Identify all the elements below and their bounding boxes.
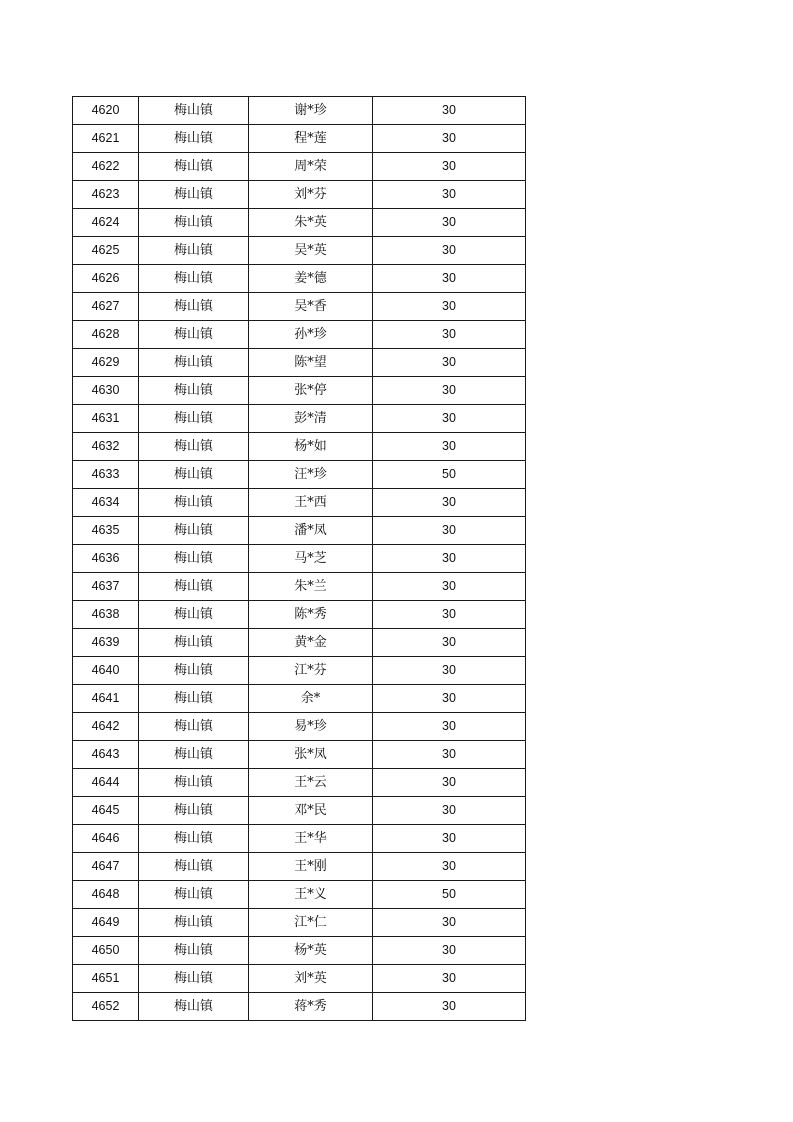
town-cell: 梅山镇	[139, 853, 249, 881]
amount-cell: 30	[373, 433, 526, 461]
row-id-cell: 4643	[73, 741, 139, 769]
name-cell: 朱*英	[249, 209, 373, 237]
table-row	[73, 125, 526, 153]
table-row	[73, 713, 526, 741]
town-cell: 梅山镇	[139, 293, 249, 321]
row-id-cell: 4626	[73, 265, 139, 293]
name-cell: 姜*德	[249, 265, 373, 293]
row-id-cell: 4627	[73, 293, 139, 321]
table-row	[73, 293, 526, 321]
amount-cell: 30	[373, 825, 526, 853]
name-cell: 江*芬	[249, 657, 373, 685]
town-cell: 梅山镇	[139, 209, 249, 237]
name-cell: 易*珍	[249, 713, 373, 741]
name-cell: 吴*英	[249, 237, 373, 265]
row-id-cell: 4632	[73, 433, 139, 461]
amount-cell: 30	[373, 153, 526, 181]
amount-cell: 30	[373, 405, 526, 433]
row-id-cell: 4620	[73, 97, 139, 125]
amount-cell: 50	[373, 881, 526, 909]
town-cell: 梅山镇	[139, 125, 249, 153]
name-cell: 王*华	[249, 825, 373, 853]
name-cell: 张*凤	[249, 741, 373, 769]
table-row	[73, 853, 526, 881]
table-row	[73, 601, 526, 629]
row-id-cell: 4622	[73, 153, 139, 181]
amount-cell: 30	[373, 377, 526, 405]
name-cell: 刘*芬	[249, 181, 373, 209]
name-cell: 王*西	[249, 489, 373, 517]
name-cell: 黄*金	[249, 629, 373, 657]
table-row	[73, 797, 526, 825]
row-id-cell: 4652	[73, 993, 139, 1021]
table-row	[73, 237, 526, 265]
town-cell: 梅山镇	[139, 265, 249, 293]
amount-cell: 30	[373, 321, 526, 349]
town-cell: 梅山镇	[139, 181, 249, 209]
amount-cell: 30	[373, 909, 526, 937]
row-id-cell: 4633	[73, 461, 139, 489]
name-cell: 江*仁	[249, 909, 373, 937]
name-cell: 孙*珍	[249, 321, 373, 349]
row-id-cell: 4635	[73, 517, 139, 545]
amount-cell: 30	[373, 685, 526, 713]
name-cell: 杨*英	[249, 937, 373, 965]
name-cell: 余*	[249, 685, 373, 713]
town-cell: 梅山镇	[139, 657, 249, 685]
table-row	[73, 153, 526, 181]
town-cell: 梅山镇	[139, 993, 249, 1021]
amount-cell: 30	[373, 265, 526, 293]
town-cell: 梅山镇	[139, 741, 249, 769]
town-cell: 梅山镇	[139, 685, 249, 713]
row-id-cell: 4638	[73, 601, 139, 629]
amount-cell: 30	[373, 937, 526, 965]
table-row	[73, 573, 526, 601]
table-row	[73, 741, 526, 769]
row-id-cell: 4639	[73, 629, 139, 657]
amount-cell: 30	[373, 545, 526, 573]
row-id-cell: 4645	[73, 797, 139, 825]
row-id-cell: 4649	[73, 909, 139, 937]
table-body	[73, 97, 526, 1021]
town-cell: 梅山镇	[139, 433, 249, 461]
town-cell: 梅山镇	[139, 517, 249, 545]
table-row	[73, 993, 526, 1021]
name-cell: 程*莲	[249, 125, 373, 153]
amount-cell: 30	[373, 489, 526, 517]
name-cell: 刘*英	[249, 965, 373, 993]
name-cell: 谢*珍	[249, 97, 373, 125]
table-row	[73, 377, 526, 405]
town-cell: 梅山镇	[139, 349, 249, 377]
table-row	[73, 321, 526, 349]
table-row	[73, 825, 526, 853]
table-row	[73, 461, 526, 489]
amount-cell: 50	[373, 461, 526, 489]
table-row	[73, 545, 526, 573]
table-row	[73, 657, 526, 685]
town-cell: 梅山镇	[139, 797, 249, 825]
town-cell: 梅山镇	[139, 825, 249, 853]
name-cell: 潘*凤	[249, 517, 373, 545]
town-cell: 梅山镇	[139, 377, 249, 405]
table-row	[73, 517, 526, 545]
town-cell: 梅山镇	[139, 573, 249, 601]
row-id-cell: 4623	[73, 181, 139, 209]
row-id-cell: 4625	[73, 237, 139, 265]
table-row	[73, 937, 526, 965]
row-id-cell: 4628	[73, 321, 139, 349]
town-cell: 梅山镇	[139, 601, 249, 629]
row-id-cell: 4646	[73, 825, 139, 853]
row-id-cell: 4648	[73, 881, 139, 909]
name-cell: 汪*珍	[249, 461, 373, 489]
amount-cell: 30	[373, 237, 526, 265]
amount-cell: 30	[373, 349, 526, 377]
row-id-cell: 4629	[73, 349, 139, 377]
town-cell: 梅山镇	[139, 153, 249, 181]
row-id-cell: 4636	[73, 545, 139, 573]
amount-cell: 30	[373, 965, 526, 993]
amount-cell: 30	[373, 293, 526, 321]
name-cell: 陈*秀	[249, 601, 373, 629]
town-cell: 梅山镇	[139, 405, 249, 433]
name-cell: 蒋*秀	[249, 993, 373, 1021]
amount-cell: 30	[373, 713, 526, 741]
amount-cell: 30	[373, 797, 526, 825]
town-cell: 梅山镇	[139, 489, 249, 517]
name-cell: 邓*民	[249, 797, 373, 825]
amount-cell: 30	[373, 601, 526, 629]
amount-cell: 30	[373, 853, 526, 881]
table-row	[73, 881, 526, 909]
row-id-cell: 4647	[73, 853, 139, 881]
town-cell: 梅山镇	[139, 769, 249, 797]
row-id-cell: 4630	[73, 377, 139, 405]
amount-cell: 30	[373, 97, 526, 125]
row-id-cell: 4640	[73, 657, 139, 685]
name-cell: 马*芝	[249, 545, 373, 573]
table-row	[73, 349, 526, 377]
town-cell: 梅山镇	[139, 937, 249, 965]
amount-cell: 30	[373, 517, 526, 545]
table-row	[73, 405, 526, 433]
town-cell: 梅山镇	[139, 237, 249, 265]
name-cell: 王*云	[249, 769, 373, 797]
row-id-cell: 4641	[73, 685, 139, 713]
table-row	[73, 209, 526, 237]
table-row	[73, 965, 526, 993]
town-cell: 梅山镇	[139, 629, 249, 657]
row-id-cell: 4651	[73, 965, 139, 993]
name-cell: 王*刚	[249, 853, 373, 881]
amount-cell: 30	[373, 125, 526, 153]
table-row	[73, 629, 526, 657]
row-id-cell: 4644	[73, 769, 139, 797]
table-row	[73, 909, 526, 937]
town-cell: 梅山镇	[139, 321, 249, 349]
table-row	[73, 265, 526, 293]
row-id-cell: 4631	[73, 405, 139, 433]
amount-cell: 30	[373, 993, 526, 1021]
table-row	[73, 97, 526, 125]
name-cell: 王*义	[249, 881, 373, 909]
town-cell: 梅山镇	[139, 461, 249, 489]
amount-cell: 30	[373, 769, 526, 797]
name-cell: 陈*望	[249, 349, 373, 377]
name-cell: 周*荣	[249, 153, 373, 181]
name-cell: 吴*香	[249, 293, 373, 321]
town-cell: 梅山镇	[139, 881, 249, 909]
row-id-cell: 4624	[73, 209, 139, 237]
table-row	[73, 769, 526, 797]
town-cell: 梅山镇	[139, 97, 249, 125]
row-id-cell: 4637	[73, 573, 139, 601]
amount-cell: 30	[373, 573, 526, 601]
amount-cell: 30	[373, 209, 526, 237]
name-cell: 彭*清	[249, 405, 373, 433]
table-row	[73, 181, 526, 209]
town-cell: 梅山镇	[139, 909, 249, 937]
amount-cell: 30	[373, 629, 526, 657]
town-cell: 梅山镇	[139, 545, 249, 573]
table-row	[73, 685, 526, 713]
row-id-cell: 4642	[73, 713, 139, 741]
row-id-cell: 4650	[73, 937, 139, 965]
name-cell: 朱*兰	[249, 573, 373, 601]
row-id-cell: 4634	[73, 489, 139, 517]
data-table	[72, 96, 526, 1021]
name-cell: 张*停	[249, 377, 373, 405]
town-cell: 梅山镇	[139, 713, 249, 741]
table-row	[73, 433, 526, 461]
row-id-cell: 4621	[73, 125, 139, 153]
name-cell: 杨*如	[249, 433, 373, 461]
amount-cell: 30	[373, 657, 526, 685]
amount-cell: 30	[373, 181, 526, 209]
town-cell: 梅山镇	[139, 965, 249, 993]
amount-cell: 30	[373, 741, 526, 769]
table-row	[73, 489, 526, 517]
